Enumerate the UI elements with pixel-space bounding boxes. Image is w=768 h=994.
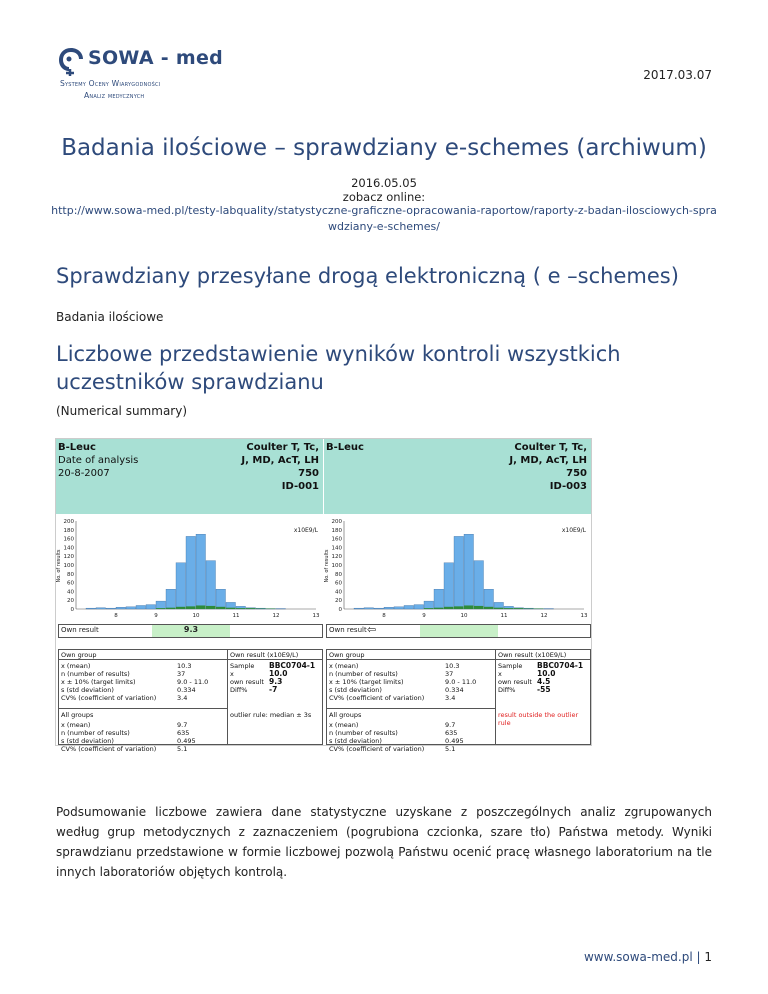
stat-value: 9.7 (445, 721, 456, 729)
stat-label: n (number of results) (61, 729, 130, 737)
histogram-bar-own (474, 606, 484, 609)
histogram-bar-own (424, 608, 434, 609)
header-right-line: 750 (298, 468, 319, 479)
y-tick-label: 200 (63, 519, 74, 525)
histogram-bar-all (444, 563, 454, 609)
arrow-left-icon: ⇦ (367, 623, 377, 636)
sample-value: 10.0 (537, 669, 556, 678)
see-online-label: zobacz online: (342, 190, 426, 204)
sample-value: BBC0704-1 (537, 661, 584, 670)
stat-label: n (number of results) (329, 729, 398, 737)
header-left-line: Date of analysis (58, 455, 139, 466)
publish-date: 2016.05.05 (351, 176, 417, 190)
stat-label: x ± 10% (target limits) (329, 678, 404, 686)
y-tick-label: 80 (335, 571, 342, 578)
y-tick-label: 40 (67, 589, 74, 596)
histogram-bar-own (504, 608, 514, 609)
stat-value: 3.4 (445, 694, 456, 702)
x-tick-label: 13 (580, 613, 588, 619)
histogram-bar-own (494, 608, 504, 609)
page-title: Badania ilościowe – sprawdziany e-schemes (archiwum) (61, 135, 707, 161)
histogram-bar-all (454, 536, 464, 609)
x-tick-label: 12 (272, 613, 280, 619)
stat-value: 10.3 (177, 662, 192, 670)
x-tick-label: 9 (422, 613, 426, 619)
histogram-bar-all (374, 608, 384, 609)
header-right-line: Coulter T, Tc, (246, 442, 319, 453)
stat-label: x (mean) (329, 662, 359, 670)
header-right-line: J, MD, AcT, LH (241, 455, 319, 466)
x-tick-label: 10 (460, 613, 468, 619)
histogram-bar-all (106, 608, 116, 609)
y-axis-label: No. of results (324, 549, 330, 583)
logo-subtitle: Systemy Oceny Wiarygodności (60, 79, 161, 88)
header-left-line: B-Leuc (326, 442, 364, 453)
histogram-bar-all (146, 605, 156, 609)
header-right-line: J, MD, AcT, LH (509, 455, 587, 466)
header-right-line: Coulter T, Tc, (514, 442, 587, 453)
section-heading: Sprawdziany przesyłane drogą elektroniczną ( e –schemes) (56, 264, 679, 288)
header-left-line: 20-8-2007 (58, 468, 110, 479)
header-right-line: ID-001 (281, 481, 319, 492)
y-axis-label: No. of results (56, 549, 62, 583)
page-number: 1 (704, 950, 712, 964)
sample-label: Diff% (498, 686, 516, 694)
table-divider (327, 708, 495, 709)
table-divider (227, 650, 228, 744)
stat-value: 9.0 - 11.0 (177, 678, 209, 686)
stats-table (58, 649, 323, 753)
subsection-note: (Numerical summary) (56, 404, 188, 418)
unit-label: x10E9/L (561, 527, 586, 534)
sample-value: 9.3 (269, 677, 283, 686)
stat-label: s (std deviation) (61, 686, 114, 694)
stat-label: CV% (coefficient of variation) (329, 694, 425, 702)
x-tick-label: 10 (192, 613, 200, 619)
source-url-link[interactable]: http://www.sowa-med.pl/testy-labquality/statystyczne-graficzne-opracowania-raportow/raporty-z-badan-ilosciowych-sprawdziany-e-schemes/ (51, 204, 717, 233)
panel-header (324, 439, 591, 514)
histogram-bar-own (514, 608, 524, 609)
report-panel (56, 439, 323, 753)
stat-value: 9.7 (177, 721, 188, 729)
y-tick-label: 40 (335, 589, 342, 596)
sample-label: own result (230, 678, 264, 686)
y-tick-label: 20 (67, 598, 74, 605)
histogram-bar-all (354, 608, 364, 609)
target-band (420, 625, 498, 637)
histogram-chart (324, 516, 591, 621)
histogram-bar-all (394, 607, 404, 609)
footer-separator: | (692, 950, 705, 964)
y-tick-label: 160 (331, 536, 342, 543)
stat-label: s (std deviation) (61, 737, 114, 745)
sample-label: own result (498, 678, 532, 686)
stat-value: 37 (177, 670, 186, 678)
histogram-bar-all (414, 605, 424, 609)
header-left-line (326, 454, 364, 467)
logo-name: SOWA - med (88, 47, 224, 69)
histogram-bar-own (206, 606, 216, 609)
stat-value: 0.495 (177, 737, 196, 745)
sample-label: Diff% (230, 686, 248, 694)
x-tick-label: 13 (312, 613, 320, 619)
stat-value: 635 (445, 729, 458, 737)
own-group-header: Own group (329, 651, 365, 659)
histogram-bar-own (444, 607, 454, 609)
histogram-bar-all (156, 601, 166, 609)
report-panel (324, 439, 591, 753)
histogram-bar-all (196, 534, 206, 609)
stat-value: 5.1 (177, 745, 188, 753)
stat-value: 0.495 (445, 737, 464, 745)
own-result-bar (58, 624, 323, 638)
histogram-bar-own (166, 608, 176, 609)
y-tick-label: 120 (63, 554, 74, 561)
histogram-bar-own (176, 607, 186, 609)
y-tick-label: 60 (67, 580, 74, 587)
description-paragraph: Podsumowanie liczbowe zawiera dane statystyczne uzyskane z poszczególnych analiz zgrupowanych według grup metodycznych z zaznaczeniem (pogrubiona czcionka, szare tło) Państwa metody. Wyniki sprawdzianu przedstawione w formie liczbowej pozwolą Państwu ocenić pracę własnego laboratorium na tle innych laboratoriów objętych kontrolą. (56, 805, 712, 879)
histogram-bar-own (186, 606, 196, 609)
stat-label: CV% (coefficient of variation) (329, 745, 425, 753)
owl-logo-icon (56, 45, 86, 77)
stat-label: x (mean) (61, 662, 91, 670)
footer-site-link[interactable]: www.sowa-med.pl (583, 950, 693, 964)
x-tick-label: 12 (540, 613, 548, 619)
panel-header-left (58, 441, 138, 480)
sample-value: -7 (269, 685, 278, 694)
own-result-bar (326, 624, 591, 638)
stat-value: 3.4 (177, 694, 188, 702)
histogram-bar-own (156, 608, 166, 609)
histogram-bar-own (236, 608, 246, 609)
y-tick-label: 200 (331, 519, 342, 525)
histogram-chart (56, 516, 323, 621)
histogram-bar-all (126, 607, 136, 609)
own-result-header: Own result (x10E9/L) (230, 651, 299, 659)
histogram-bar-all (424, 601, 434, 609)
stat-label: s (std deviation) (329, 686, 382, 694)
histogram-bar-all (464, 534, 474, 609)
panel-header-right (241, 441, 319, 493)
histogram-bar-all (484, 589, 494, 609)
histogram-bar-own (454, 606, 464, 609)
stat-value: 0.334 (177, 686, 196, 694)
stat-value: 37 (445, 670, 454, 678)
outlier-rule: outlier rule: median ± 3s (230, 711, 312, 719)
sample-label: Sample (230, 662, 255, 670)
stats-table (326, 649, 591, 753)
header-right-line: ID-003 (549, 481, 587, 492)
numerical-summary-figure (55, 438, 592, 753)
y-tick-label: 60 (335, 580, 342, 587)
histogram-bar-all (86, 608, 96, 609)
stat-label: x ± 10% (target limits) (61, 678, 136, 686)
histogram-bar-own (484, 607, 494, 609)
histogram-bar-own (464, 605, 474, 609)
stat-label: CV% (coefficient of variation) (61, 745, 157, 753)
header-date: 2017.03.07 (643, 68, 712, 82)
panel-header (56, 439, 323, 514)
own-result-label: Own result (329, 626, 367, 634)
histogram-bar-own (226, 608, 236, 609)
stat-value: 5.1 (445, 745, 456, 753)
table-divider (59, 708, 227, 709)
histogram-bar-all (206, 561, 216, 609)
x-tick-label: 9 (154, 613, 158, 619)
histogram-bar-all (136, 605, 146, 609)
histogram-bar-own (196, 605, 206, 609)
histogram-bar-all (384, 607, 394, 609)
histogram-bar-all (176, 563, 186, 609)
sample-value: 10.0 (269, 669, 288, 678)
unit-label: x10E9/L (293, 527, 318, 534)
all-groups-header: All groups (61, 711, 94, 719)
stat-label: n (number of results) (329, 670, 398, 678)
outlier-note: result outside the outlier rule (498, 711, 579, 727)
y-tick-label: 20 (335, 598, 342, 605)
x-tick-label: 8 (382, 613, 386, 619)
x-tick-label: 11 (232, 613, 240, 619)
histogram-bar-all (364, 608, 374, 609)
y-tick-label: 180 (331, 527, 342, 534)
stat-value: 9.0 - 11.0 (445, 678, 477, 686)
stat-label: CV% (coefficient of variation) (61, 694, 157, 702)
histogram-bar-all (434, 589, 444, 609)
histogram-bar-all (96, 608, 106, 609)
page-footer (584, 950, 712, 964)
stat-label: x (mean) (61, 721, 91, 729)
histogram-bar-own (216, 607, 226, 609)
subsection-heading: Liczbowe przedstawienie wyników kontroli wszystkich uczestników sprawdzianu (56, 342, 621, 394)
header-left-line (326, 467, 364, 480)
header-right-line: 750 (566, 468, 587, 479)
logo-subtitle-2: Analiz medycznych (84, 91, 145, 100)
y-tick-label: 160 (63, 536, 74, 543)
sample-label: x (498, 670, 502, 678)
table-divider (327, 659, 590, 660)
target-band: 9.3 (152, 625, 230, 637)
own-result-header: Own result (x10E9/L) (498, 651, 567, 659)
sample-label: x (230, 670, 234, 678)
histogram-bar-all (166, 589, 176, 609)
histogram-bar-all (186, 536, 196, 609)
sample-value: 4.5 (537, 677, 551, 686)
y-tick-label: 0 (70, 607, 74, 613)
histogram-bar-own (246, 608, 256, 609)
sample-label: Sample (498, 662, 523, 670)
y-tick-label: 140 (63, 545, 74, 552)
panel-header-left (326, 441, 364, 480)
y-tick-label: 140 (331, 545, 342, 552)
table-divider (59, 659, 322, 660)
header-left-line: B-Leuc (58, 442, 96, 453)
sample-value: BBC0704-1 (269, 661, 316, 670)
histogram-bar-all (216, 589, 226, 609)
stat-value: 0.334 (445, 686, 464, 694)
table-divider (495, 650, 496, 744)
stat-label: s (std deviation) (329, 737, 382, 745)
histogram-bar-all (474, 561, 484, 609)
y-tick-label: 100 (331, 563, 342, 569)
y-tick-label: 80 (67, 571, 74, 578)
stat-label: x (mean) (329, 721, 359, 729)
stat-value: 10.3 (445, 662, 460, 670)
stat-label: n (number of results) (61, 670, 130, 678)
own-result-label: Own result (61, 626, 99, 634)
section-label: Badania ilościowe (56, 310, 164, 324)
histogram-bar-all (404, 605, 414, 609)
x-tick-label: 8 (114, 613, 118, 619)
y-tick-label: 0 (338, 607, 342, 613)
sample-value: -55 (537, 685, 551, 694)
histogram-bar-own (434, 608, 444, 609)
y-tick-label: 180 (63, 527, 74, 534)
y-tick-label: 100 (63, 563, 74, 569)
own-group-header: Own group (61, 651, 97, 659)
histogram-bar-all (116, 607, 126, 609)
y-tick-label: 120 (331, 554, 342, 561)
panel-header-right (509, 441, 587, 493)
stat-value: 635 (177, 729, 190, 737)
all-groups-header: All groups (329, 711, 362, 719)
x-tick-label: 11 (500, 613, 508, 619)
